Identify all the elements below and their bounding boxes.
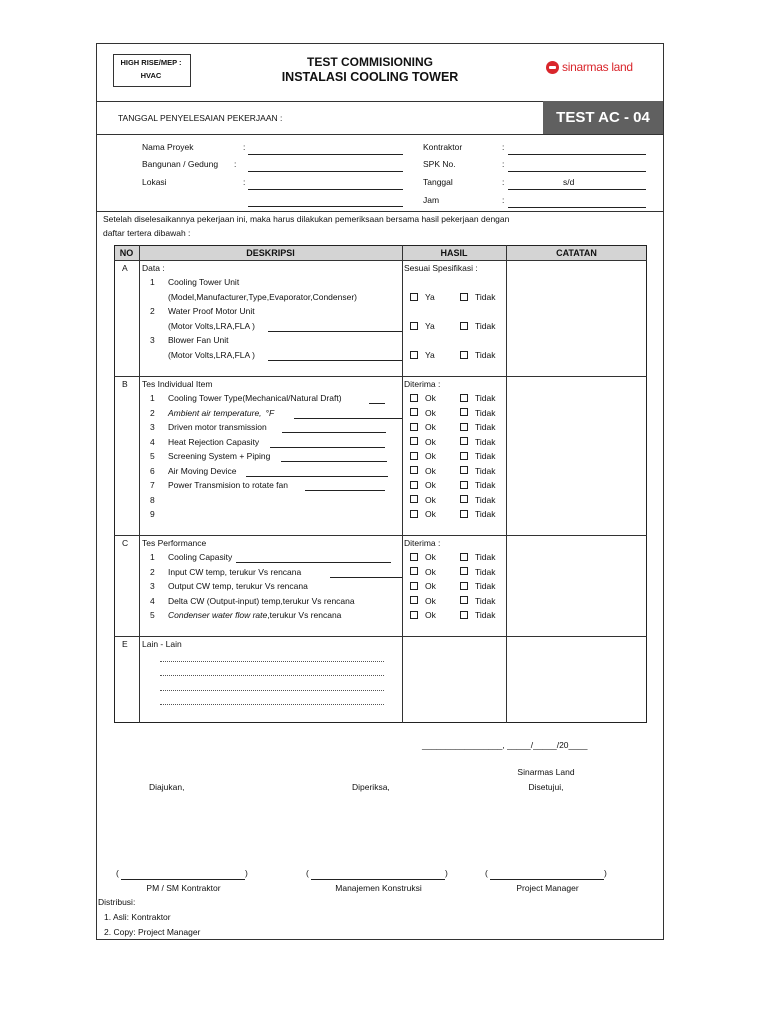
checkbox-icon[interactable] [460,437,468,445]
option-label: Tidak [475,393,496,403]
option-tidak[interactable] [460,480,495,491]
option-ok[interactable] [410,393,436,404]
time-field[interactable] [508,207,646,208]
option-tidak[interactable] [460,466,495,477]
category-line2: HVAC [140,71,162,80]
project-name-colon: : [243,142,246,152]
section-b-item-text: Heat Rejection Capasity [168,436,260,447]
section-b-no: B [122,379,128,389]
item-unit: °F [265,407,275,418]
option-label: Tidak [475,350,496,360]
project-name-field[interactable] [248,154,403,155]
option-tidak[interactable] [460,393,495,404]
position-mk: Manajemen Konstruksi [335,883,422,893]
option-label: Tidak [475,422,496,432]
checkbox-icon[interactable] [410,611,418,619]
option-ok[interactable] [410,408,436,419]
checkbox-icon[interactable] [460,293,468,301]
sign-bracket-open: ( [485,868,488,878]
option-ok[interactable] [410,480,436,491]
option-ok[interactable] [410,509,436,520]
signature-field-contractor[interactable] [121,879,245,880]
option-label: Ok [425,480,436,490]
role-approved: Disetujui, [528,782,564,792]
option-label: Tidak [475,292,496,302]
option-label: Ok [425,451,436,461]
option-label: Ok [425,407,436,418]
sign-bracket-close: ) [604,868,607,878]
option-label: Ok [425,494,436,505]
section-a-option-no[interactable] [460,321,495,332]
option-ok[interactable] [410,422,436,433]
option-label: Tidak [475,566,496,577]
section-c-no: C [122,538,129,548]
distribution-title: Distribusi: [98,897,136,907]
section-c-item-text: Output CW temp, terukur Vs rencana [168,581,308,591]
item-fill-line[interactable] [369,403,385,404]
category-line1: HIGH RISE/MEP : [120,58,182,67]
checkbox-icon[interactable] [410,481,418,489]
role-checked: Diperiksa, [352,782,390,792]
option-label: Ok [425,610,436,620]
section-divider-ce [114,636,647,637]
section-c-title: Tes Performance [142,538,207,548]
section-b-title: Tes Individual Item [142,379,213,389]
checkbox-icon[interactable] [460,510,468,518]
test-code: TEST AC - 04 [556,109,650,126]
section-a-hasil-title: Sesuai Spesifikasi : [404,263,478,273]
section-b-item-num: 8 [150,494,155,505]
option-label: Tidak [475,581,496,591]
option-label: Tidak [475,552,496,562]
section-b-item-num: 1 [150,393,155,403]
section-c-item-text: Delta CW (Output-input) temp,terukur Vs rencana [168,595,355,606]
item-text-italic: Ambient air temperature, [168,407,262,418]
option-tidak[interactable] [460,451,495,462]
location-field-2[interactable] [248,206,403,207]
section-a-option-yes[interactable] [410,350,435,361]
intro-text-1: Setelah diselesaikannya pekerjaan ini, maka harus dilakukan pemeriksaan bersama hasil pekerjaan dengan [103,214,510,224]
option-ok[interactable] [410,552,436,563]
section-a-item-num: 1 [150,277,155,287]
section-a-item-num: 3 [150,335,155,345]
option-label: Ok [425,422,436,432]
building-field[interactable] [248,171,403,172]
distribution-item: 2. Copy: Project Manager [104,927,201,937]
sign-bracket-open: ( [116,868,119,878]
checkbox-icon[interactable] [410,423,418,431]
checkbox-icon[interactable] [410,495,418,503]
checkbox-icon[interactable] [460,322,468,330]
section-a-item-sub: (Model,Manufacturer,Type,Evaporator,Condenser) [168,292,357,302]
sinarmas-logo-icon [546,61,559,74]
option-label: Ok [425,509,436,519]
col-header-catatan: CATATAN [556,248,597,258]
checkbox-icon[interactable] [410,452,418,460]
section-c-item-text: Cooling Capasity [168,552,233,562]
section-b-item-num: 7 [150,480,155,490]
option-tidak[interactable] [460,495,495,506]
section-a-fill-line[interactable] [268,331,402,332]
checkbox-icon[interactable] [460,553,468,561]
item-fill-line[interactable] [305,490,385,491]
section-a-option-yes[interactable] [410,321,435,332]
col-header-deskripsi: DESKRIPSI [246,248,295,258]
col-header-no: NO [119,248,134,258]
signature-field-mk[interactable] [311,879,445,880]
option-label: Tidak [475,494,496,505]
section-b-item-num: 6 [150,465,155,476]
checkbox-icon[interactable] [410,437,418,445]
option-label: Ya [425,292,435,302]
building-colon: : [234,159,237,169]
checkbox-icon[interactable] [460,481,468,489]
brand-name: sinarmas land [562,60,633,74]
option-label: Ok [425,393,436,403]
sign-bracket-close: ) [245,868,248,878]
section-b-item-num: 5 [150,451,155,461]
completion-date-label: TANGGAL PENYELESAIAN PEKERJAAN : [118,113,283,123]
signature-field-pm[interactable] [490,879,604,880]
section-b-item-num: 4 [150,436,155,447]
section-a-item-sub: (Motor Volts,LRA,FLA ) [168,350,255,360]
checkbox-icon[interactable] [460,351,468,359]
item-text-italic: Condenser water flow rate [168,610,268,620]
option-label: Tidak [475,436,496,447]
checkbox-icon[interactable] [410,510,418,518]
test-code-badge [543,101,663,134]
item-fill-line[interactable] [281,461,387,462]
checkbox-icon[interactable] [460,567,468,575]
col-divider-hasil [506,245,507,723]
section-c-hasil-title: Diterima : [404,538,441,548]
sign-bracket-open: ( [306,868,309,878]
checkbox-icon[interactable] [410,582,418,590]
section-c-item-text: Input CW temp, terukur Vs rencana [168,566,302,577]
checkbox-icon[interactable] [410,466,418,474]
option-tidak[interactable] [460,581,495,592]
col-divider-no [139,245,140,723]
checkbox-icon[interactable] [410,351,418,359]
col-divider-desc [402,245,403,723]
checkbox-icon[interactable] [460,582,468,590]
section-c-item-num: 3 [150,581,155,591]
date-label: Tanggal [423,177,453,187]
option-tidak[interactable] [460,610,495,621]
option-tidak[interactable] [460,437,495,448]
time-label: Jam [423,195,440,205]
item-text-suffix: ,terukur Vs rencana [267,610,342,620]
building-label: Bangunan / Gedung [142,159,219,169]
location-field[interactable] [248,189,403,190]
section-divider-ab [114,376,647,377]
item-fill-line[interactable] [330,577,402,578]
contractor-field[interactable] [508,154,646,155]
section-b-item-text [168,408,274,419]
option-ok[interactable] [410,610,436,621]
date-range-separator: s/d [563,177,575,187]
location-colon: : [243,177,246,187]
section-a-item-text: Blower Fan Unit [168,335,229,345]
company-name: Sinarmas Land [517,767,575,777]
section-b-item-text: Driven motor transmission [168,422,267,432]
option-ok[interactable] [410,466,436,477]
role-submitted: Diajukan, [149,782,185,792]
notes-line[interactable] [160,704,384,705]
option-label: Ok [425,465,436,476]
item-fill-line[interactable] [270,447,385,448]
project-name-label: Nama Proyek [142,142,194,152]
option-ok[interactable] [410,451,436,462]
section-divider-bc [114,535,647,536]
col-header-hasil: HASIL [440,248,468,258]
section-b-item-text: Cooling Tower Type(Mechanical/Natural Draft) [168,393,342,403]
position-pm: Project Manager [516,883,579,893]
option-tidak[interactable] [460,596,495,607]
checkbox-icon[interactable] [460,394,468,402]
option-tidak[interactable] [460,422,495,433]
notes-line[interactable] [160,690,384,691]
info-divider [96,211,664,212]
option-label: Ya [425,350,435,360]
checkbox-icon[interactable] [460,452,468,460]
checkbox-icon[interactable] [410,553,418,561]
option-tidak[interactable] [460,567,495,578]
section-b-item-text: Power Transmision to rotate fan [168,480,289,490]
option-label: Ok [425,581,436,591]
option-tidak[interactable] [460,509,495,520]
option-label: Tidak [475,610,496,620]
section-a-fill-line[interactable] [268,360,402,361]
header-bottom-border [114,260,647,261]
section-b-item-text: Air Moving Device [168,465,237,476]
section-a-item-text: Cooling Tower Unit [168,277,240,287]
checkbox-icon[interactable] [410,293,418,301]
option-ok[interactable] [410,437,436,448]
date-colon: : [502,177,505,187]
item-fill-line[interactable] [282,432,386,433]
checkbox-icon[interactable] [410,567,418,575]
section-a-option-no[interactable] [460,292,495,303]
section-c-item-num: 5 [150,610,155,620]
spk-label: SPK No. [423,159,456,169]
title-line2: INSTALASI COOLING TOWER [281,70,459,84]
section-c-item-text [168,610,341,621]
checkbox-icon[interactable] [460,495,468,503]
section-a-item-num: 2 [150,306,155,316]
checkbox-icon[interactable] [410,408,418,416]
brand-logo [546,60,633,74]
option-ok[interactable] [410,495,436,506]
signature-date-line: _________________, _____/_____/20____ [422,740,588,750]
sign-bracket-close: ) [445,868,448,878]
item-fill-line[interactable] [236,562,391,563]
option-label: Tidak [475,321,496,331]
section-a-item-text: Water Proof Motor Unit [168,306,255,316]
checkbox-icon[interactable] [460,408,468,416]
intro-text-2: daftar tertera dibawah : [103,228,191,238]
option-ok[interactable] [410,567,436,578]
section-e-no: E [122,639,128,649]
checkbox-icon[interactable] [410,596,418,604]
notes-line[interactable] [160,661,384,662]
section-c-item-num: 4 [150,595,155,606]
checkbox-icon[interactable] [460,596,468,604]
spk-colon: : [502,159,505,169]
checkbox-icon[interactable] [410,322,418,330]
option-label: Ok [425,436,436,447]
checkbox-icon[interactable] [460,611,468,619]
section-b-item-num: 2 [150,407,155,418]
section-b-item-text: Screening System + Piping [168,451,271,461]
section-c-item-num: 2 [150,566,155,577]
option-tidak[interactable] [460,552,495,563]
option-tidak[interactable] [460,408,495,419]
time-colon: : [502,195,505,205]
contractor-colon: : [502,142,505,152]
section-a-option-no[interactable] [460,350,495,361]
option-label: Tidak [475,465,496,476]
section-e-title: Lain - Lain [142,639,182,649]
checkbox-icon[interactable] [410,394,418,402]
title-line1: TEST COMMISIONING [307,55,433,69]
item-fill-line[interactable] [294,418,402,419]
section-b-item-num: 3 [150,422,155,432]
section-a-no: A [122,263,128,273]
checkbox-icon[interactable] [460,423,468,431]
location-label: Lokasi [142,177,167,187]
section-a-title: Data : [142,263,165,273]
section-b-item-num: 9 [150,509,155,519]
checkbox-icon[interactable] [460,466,468,474]
option-label: Tidak [475,407,496,418]
spk-field[interactable] [508,171,646,172]
option-label: Ok [425,552,436,562]
section-a-option-yes[interactable] [410,292,435,303]
option-label: Tidak [475,451,496,461]
option-label: Tidak [475,480,496,490]
section-b-hasil-title: Diterima : [404,379,441,389]
notes-line[interactable] [160,675,384,676]
date-field[interactable] [508,189,646,190]
option-ok[interactable] [410,596,436,607]
option-label: Tidak [475,509,496,519]
position-contractor: PM / SM Kontraktor [146,883,221,893]
option-label: Ok [425,595,436,606]
distribution-item: 1. Asli: Kontraktor [104,912,171,922]
section-c-item-num: 1 [150,552,155,562]
contractor-label: Kontraktor [423,142,463,152]
item-fill-line[interactable] [246,476,388,477]
option-label: Tidak [475,595,496,606]
option-label: Ya [425,321,435,331]
option-label: Ok [425,566,436,577]
completion-divider [96,134,664,135]
section-a-item-sub: (Motor Volts,LRA,FLA ) [168,321,255,331]
option-ok[interactable] [410,581,436,592]
